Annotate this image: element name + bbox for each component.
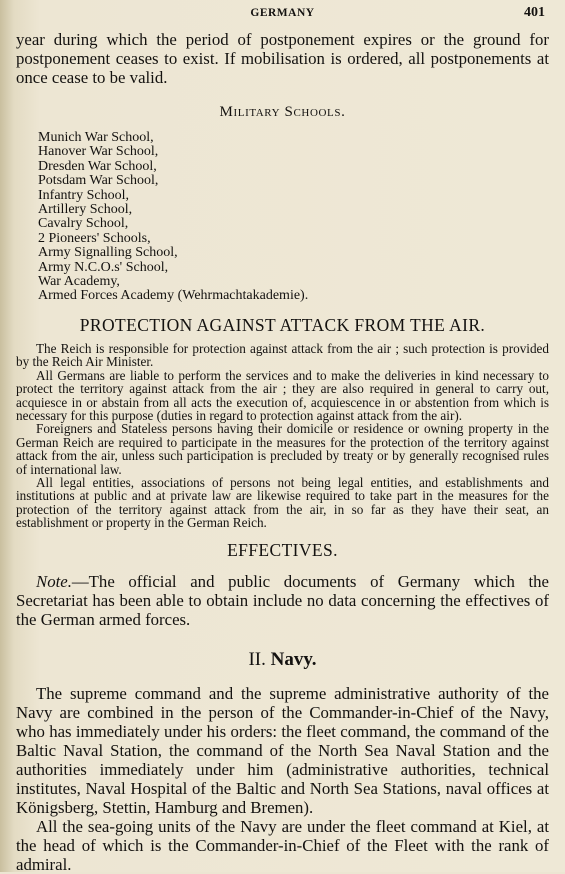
note-label: Note. (36, 571, 72, 591)
air-protection-paragraph: Foreigners and Stateless persons having their domicile or residence or owning property in the German Reich are required to participate in the measures for the protection of the territory against attack from the air, unless such participation is precluded by treaty or by generally recognised rules of international law. (16, 421, 549, 477)
page-number: 401 (524, 5, 545, 20)
list-item: 2 Pioneers' Schools, (38, 230, 151, 246)
list-item: War Academy, (38, 274, 120, 290)
list-item: Dresden War School, (38, 158, 157, 174)
running-head (16, 0, 549, 30)
running-title: GERMANY (250, 7, 315, 19)
air-protection-paragraph: All legal entities, associations of persons not being legal entities, and establishments and institutions at public and at private law are likewise required to take part in the measures for the protection of the territory against attack from the air, in so far as they have their seat, an establishment or property in the German Reich. (16, 474, 549, 531)
effectives-heading: EFFECTIVES. (227, 539, 338, 560)
navy-heading (16, 649, 549, 671)
military-schools-list (38, 131, 549, 304)
air-protection-heading: PROTECTION AGAINST ATTACK FROM THE AIR. (79, 314, 486, 335)
intro-paragraph: year during which the period of postponement expires or the ground for postponement ceases to exist. If mobilisation is ordered, all postponements at once cease to be valid. (16, 30, 549, 87)
navy-heading-title: Navy. (270, 648, 317, 670)
note-text: —The official and public documents of Germany which the Secretariat has been able to obtain include no data concerning the effectives of the German armed forces. (16, 571, 549, 629)
list-item: Cavalry School, (38, 216, 129, 232)
navy-paragraph: The supreme command and the supreme administrative authority of the Navy are combined in the person of the Commander-in-Chief of the Navy, who has immediately under his orders: the fleet command, the command of the Baltic Naval Station, the command of the North Sea Naval Station and the authorities immediately under him (administrative authorities, technical institutes, Naval Hospital of the Baltic and North Sea Stations, naval offices at Königsberg, Stettin, Hamburg and Bremen). (16, 683, 549, 817)
list-item: Munich War School, (38, 130, 154, 145)
navy-heading-numeral: II. (248, 648, 266, 670)
list-item: Potsdam War School, (38, 173, 159, 189)
air-protection-paragraph: The Reich is responsible for protection against attack from the air ; such protection is provided by the Reich Air Minister. (16, 340, 549, 370)
list-item: Army Signalling School, (38, 245, 178, 261)
list-item: Artillery School, (38, 202, 133, 218)
military-schools-heading: Military Schools. (219, 104, 346, 120)
effectives-note (16, 572, 549, 629)
air-protection-paragraph: All Germans are liable to perform the services and to make the deliveries in kind necessary to protect the territory against attack from the air ; they are also required in general to carry out, acquiesce in or abstain from all acts the execution of, acquiescence in or abstention from which is necessary for this purpose (duties in regard to protection against attack from the air). (16, 367, 549, 423)
navy-paragraph: All the sea-going units of the Navy are under the fleet command at Kiel, at the head of which is the Commander-in-Chief of the Fleet with the rank of admiral. (16, 816, 549, 874)
list-item: Armed Forces Academy (Wehrmachtakademie). (38, 288, 309, 304)
list-item: Infantry School, (38, 187, 129, 203)
list-item: Army N.C.O.s' School, (38, 259, 169, 275)
list-item: Hanover War School, (38, 144, 159, 160)
